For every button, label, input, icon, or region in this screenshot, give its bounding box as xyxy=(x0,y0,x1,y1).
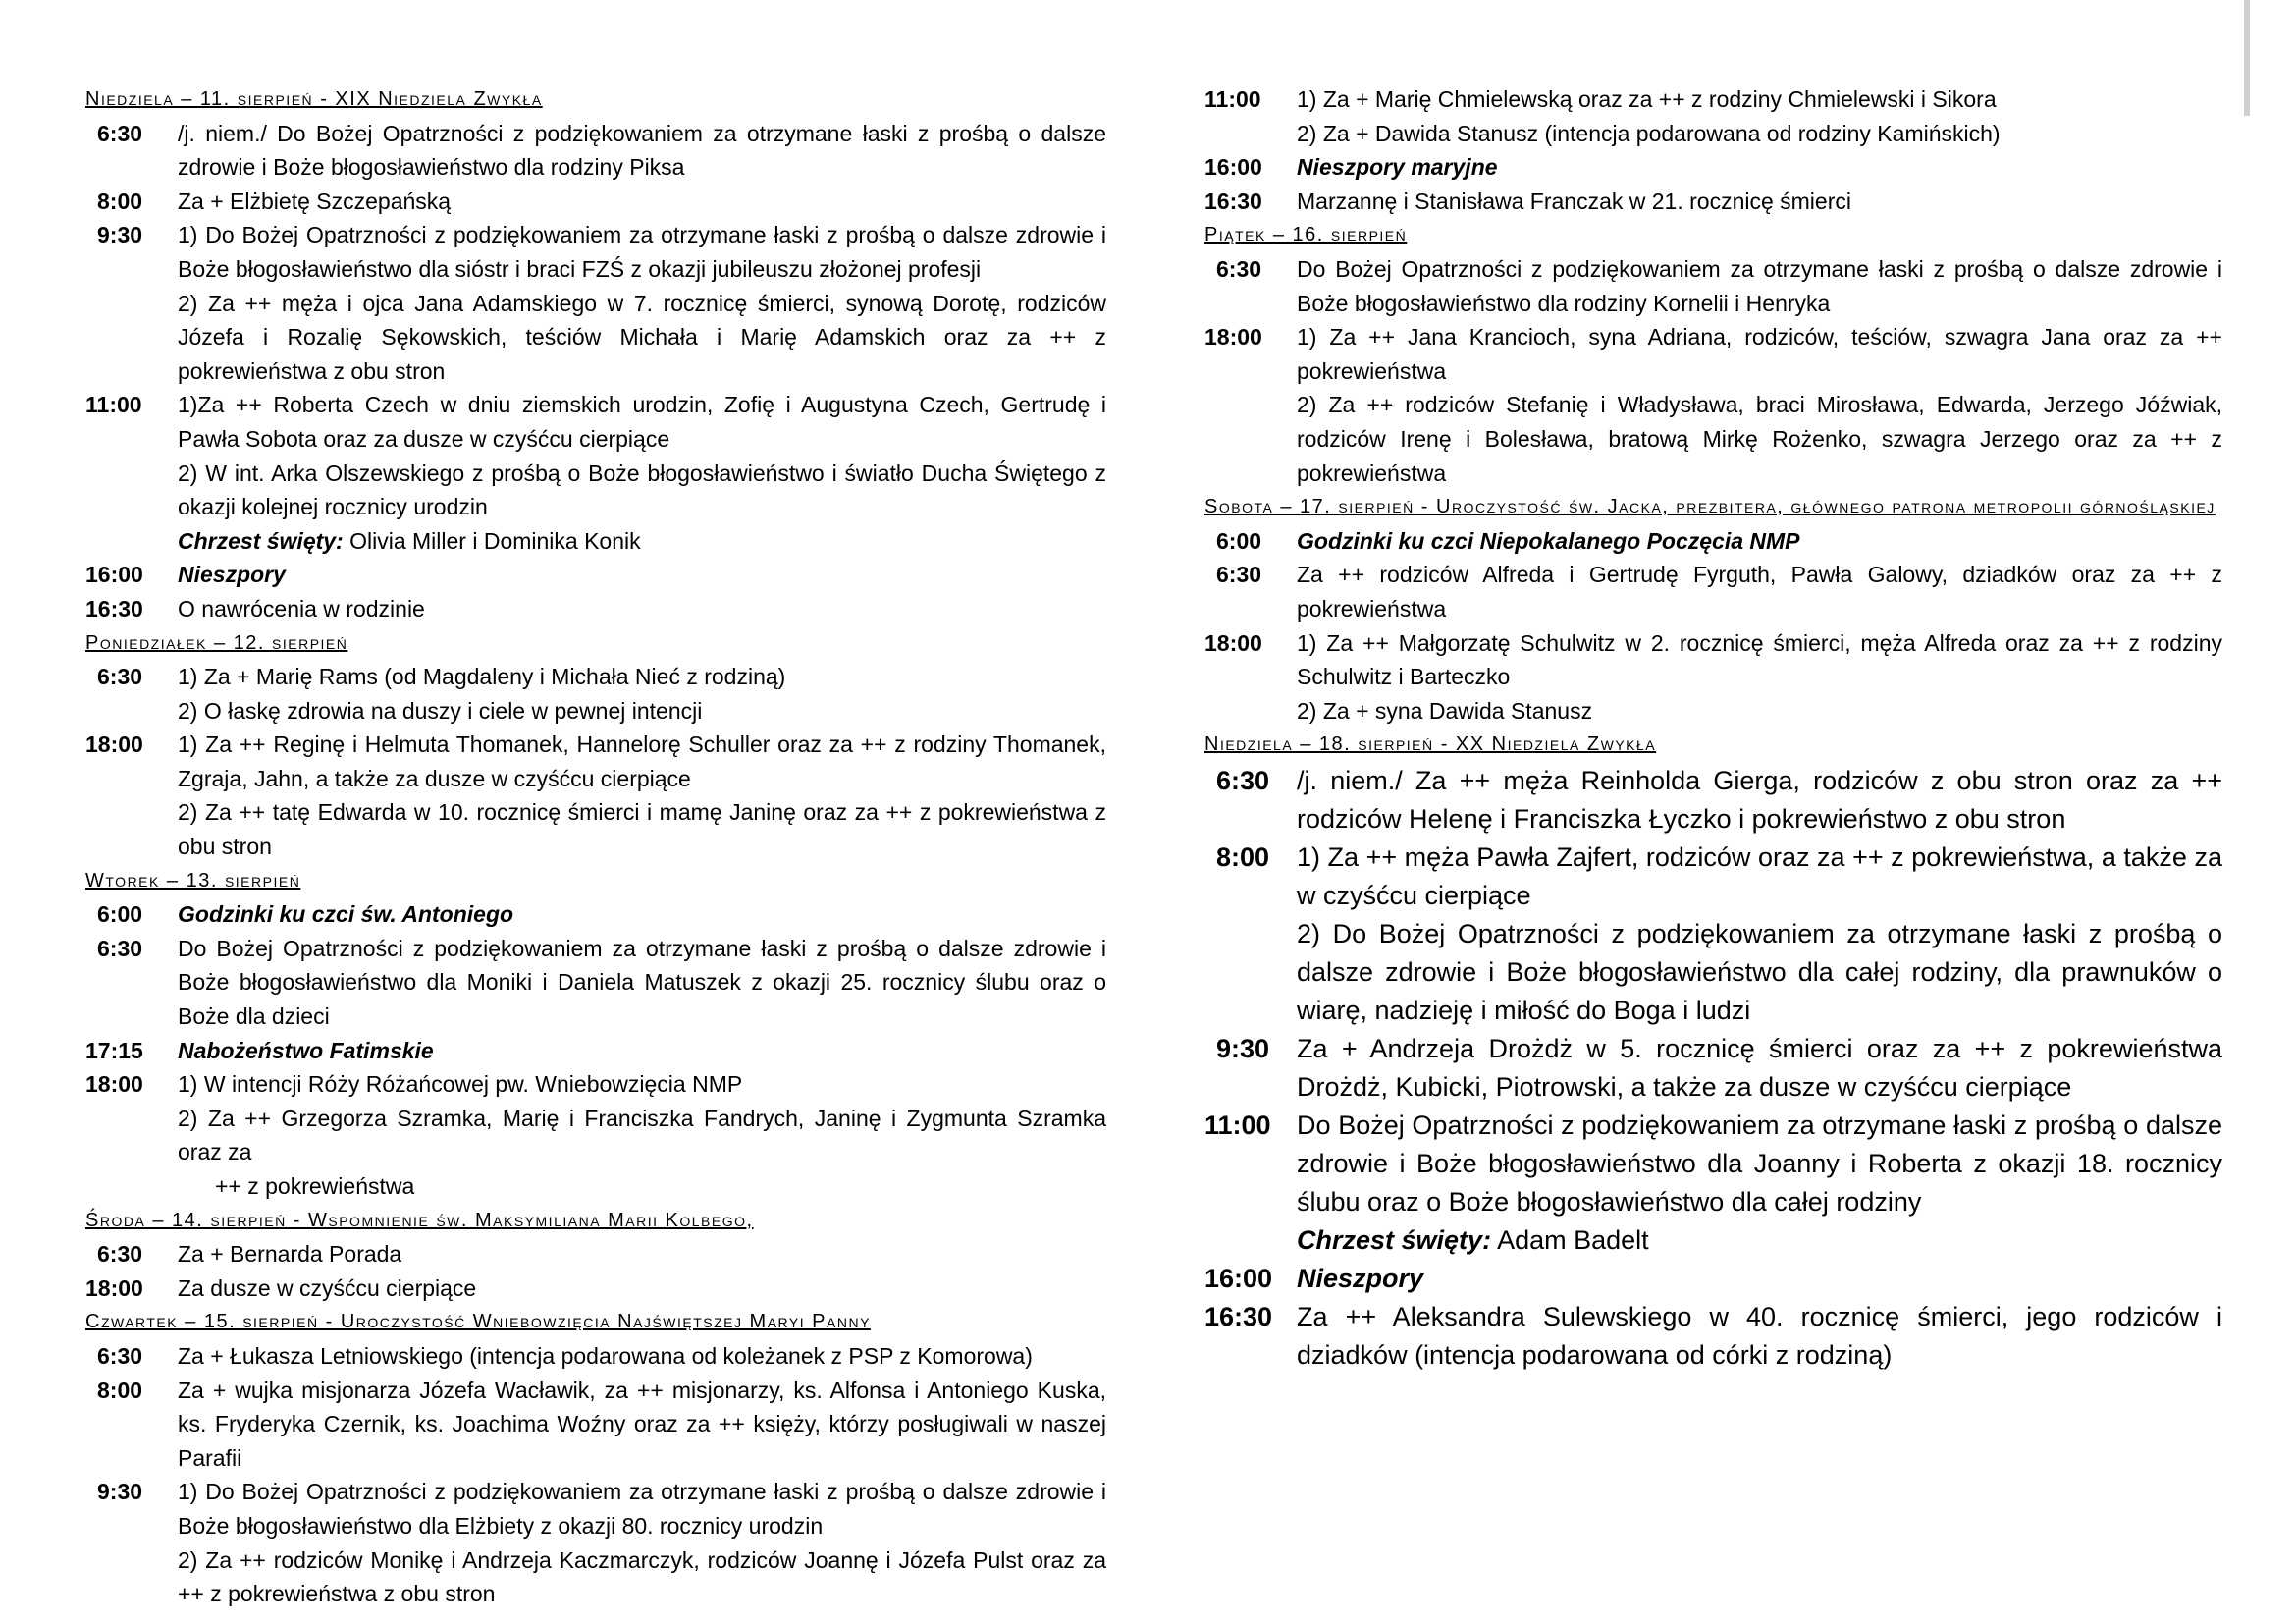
mass-time: 16:00 xyxy=(85,562,143,588)
schedule-entry xyxy=(85,1475,1106,1610)
intention-text: /j. niem./ Za ++ męża Reinholda Gierga, rodziców z obu stron oraz za ++ rodziców Helenę i Franciszka Łyczko i pokrewieństwo z obu stron xyxy=(1297,765,2222,834)
intention-text: Godzinki ku czci św. Antoniego xyxy=(178,901,514,928)
mass-time: 11:00 xyxy=(85,392,142,418)
mass-time: 6:30 xyxy=(97,120,143,146)
schedule-entry xyxy=(85,1034,1106,1068)
intention-text: Godzinki ku czci Niepokalanego Poczęcia NMP xyxy=(1297,527,1800,554)
day-header: Wtorek – 13. sierpień xyxy=(85,869,301,892)
intention-text: 2) W int. Arka Olszewskiego z prośbą o Boże błogosławieństwo i światło Ducha Świętego z okazji kolejnej rocznicy urodzin xyxy=(178,460,1106,520)
mass-time: 18:00 xyxy=(85,1071,143,1098)
mass-time: 9:30 xyxy=(97,1479,143,1505)
intention-text: Za + Elżbietę Szczepańską xyxy=(178,188,452,214)
intention-list xyxy=(1297,150,2222,185)
intention-list xyxy=(178,1374,1106,1476)
schedule-entry xyxy=(85,728,1106,863)
schedule-entry xyxy=(85,592,1106,626)
schedule-entry xyxy=(1204,252,2222,320)
mass-time: 6:30 xyxy=(97,1241,143,1268)
intention-text: Nieszpory xyxy=(178,562,286,588)
intention-text: 1) W intencji Róży Różańcowej pw. Wniebowzięcia NMP xyxy=(178,1071,743,1098)
intention-list xyxy=(178,1339,1106,1374)
intention-list xyxy=(1297,320,2222,490)
mass-time: 9:30 xyxy=(97,222,143,248)
day-header: Niedziela – 18. sierpień - XX Niedziela Zwykła xyxy=(1204,733,1657,756)
intention-text: 1) Za ++ Reginę i Helmuta Thomanek, Hannelorę Schuller oraz za ++ z rodziny Thomanek, Zgraja, Jahn, a także za dusze w czyśćcu cierpiące xyxy=(178,731,1106,791)
schedule-entry xyxy=(85,932,1106,1034)
schedule-entry xyxy=(85,1237,1106,1272)
day-section xyxy=(1204,490,2222,728)
baptism-note xyxy=(1297,1221,2222,1260)
intention-list xyxy=(1297,252,2222,320)
schedule-entry xyxy=(85,558,1106,592)
intention-list xyxy=(1297,558,2222,625)
mass-time: 18:00 xyxy=(85,1274,143,1301)
schedule-entry xyxy=(1204,1030,2222,1107)
day-section xyxy=(1204,82,2222,218)
intention-text: Nieszpory maryjne xyxy=(1297,154,1498,181)
mass-time: 6:30 xyxy=(97,664,143,690)
intention-text: /j. niem./ Do Bożej Opatrzności z podziękowaniem za otrzymane łaski z prośbą o dalsze zdrowie i Boże błogosławieństwo dla rodziny Piksa xyxy=(178,120,1106,181)
mass-time: 11:00 xyxy=(1204,86,1261,112)
intention-text: Za + Andrzeja Drożdż w 5. rocznicę śmierci oraz za ++ z pokrewieństwa Drożdż, Kubicki, Piotrowski, a także za dusze w czyśćcu cierpiące xyxy=(1297,1033,2222,1102)
intention-list xyxy=(178,185,1106,219)
intention-text: O nawrócenia w rodzinie xyxy=(178,595,425,622)
intention-list xyxy=(178,1272,1106,1306)
day-header: Sobota – 17. sierpień - Uroczystość św. Jacka, prezbitera, głównego patrona metropolii górnośląskiej xyxy=(1204,496,2216,518)
baptism-names: Olivia Miller i Dominika Konik xyxy=(343,527,641,554)
intention-list xyxy=(1297,839,2222,1030)
mass-time: 16:30 xyxy=(1204,1301,1273,1331)
mass-time: 16:30 xyxy=(85,595,143,622)
schedule-entry xyxy=(1204,839,2222,1030)
intention-list xyxy=(178,897,1106,932)
schedule-entry xyxy=(1204,320,2222,490)
intention-text: 2) Za + Dawida Stanusz (intencja podarowana od rodziny Kamińskich) xyxy=(1297,120,2001,146)
day-section xyxy=(1204,728,2222,1375)
schedule-entry xyxy=(85,897,1106,932)
schedule-entry xyxy=(85,1374,1106,1476)
mass-time: 6:30 xyxy=(1216,765,1270,795)
intention-text: 1) Za + Marię Chmielewską oraz za ++ z rodziny Chmielewski i Sikora xyxy=(1297,86,1997,112)
day-header: Środa – 14. sierpień - Wspomnienie św. Maksymiliana Marii Kolbego, xyxy=(85,1209,754,1231)
intention-text: 2) Za ++ rodziców Stefanię i Władysława, braci Mirosława, Edwarda, Jerzego Jóźwiak, rodziców Irenę i Bolesława, bratową Mirkę Rożenko, szwagra Jerzego oraz za ++ z pokrewieństwa xyxy=(1297,392,2222,486)
baptism-label: Chrzest święty: xyxy=(178,527,344,554)
intention-text: Za dusze w czyśćcu cierpiące xyxy=(178,1274,477,1301)
mass-time: 16:00 xyxy=(1204,1263,1273,1293)
schedule-entry xyxy=(1204,626,2222,729)
left-column xyxy=(85,82,1106,1611)
schedule-entry xyxy=(1204,558,2222,625)
day-section xyxy=(85,1204,1106,1306)
intention-text: Za + wujka misjonarza Józefa Wacławik, za ++ misjonarzy, ks. Alfonsa i Antoniego Kuska, ks. Fryderyka Czernik, ks. Joachima Woźny oraz za ++ księży, którzy posługiwali w naszej Parafii xyxy=(178,1377,1106,1471)
schedule-entry xyxy=(1204,1260,2222,1298)
intention-list xyxy=(178,388,1106,558)
intention-text: Za ++ rodziców Alfreda i Gertrudę Fyrguth, Pawła Galowy, dziadków oraz za ++ z pokrewieństwa xyxy=(1297,562,2222,622)
intention-text: 2) Za + syna Dawida Stanusz xyxy=(1297,697,1593,724)
mass-time: 8:00 xyxy=(97,1377,143,1403)
intention-list xyxy=(178,660,1106,728)
mass-time: 17:15 xyxy=(85,1037,143,1063)
intention-text: 1) Do Bożej Opatrzności z podziękowaniem za otrzymane łaski z prośbą o dalsze zdrowie i Boże błogosławieństwo dla Elżbiety z okazji 80. rocznicy urodzin xyxy=(178,1479,1106,1539)
intention-text: Marzannę i Stanisława Franczak w 21. rocznicę śmierci xyxy=(1297,188,1851,214)
intention-text: Nieszpory xyxy=(1297,1263,1424,1293)
mass-time: 6:30 xyxy=(97,935,143,961)
mass-time: 18:00 xyxy=(1204,629,1262,656)
schedule-entry xyxy=(85,185,1106,219)
intention-text: 2) Do Bożej Opatrzności z podziękowaniem za otrzymane łaski z prośbą o dalsze zdrowie i Boże błogosławieństwo dla całej rodziny, dla prawnuków o wiarę, nadzieję i miłość do Boga i ludzi xyxy=(1297,918,2222,1025)
day-header: Niedziela – 11. sierpień - XIX Niedziela Zwykła xyxy=(85,88,543,110)
mass-time: 6:30 xyxy=(1216,562,1262,588)
mass-time: 6:00 xyxy=(1216,527,1262,554)
mass-time: 18:00 xyxy=(85,731,143,758)
day-header: Czwartek – 15. sierpień - Uroczystość Wniebowzięcia Najświętszej Maryi Panny xyxy=(85,1311,871,1333)
mass-time: 6:00 xyxy=(97,901,143,928)
mass-time: 6:30 xyxy=(97,1342,143,1369)
intention-list xyxy=(178,592,1106,626)
intention-text: Do Bożej Opatrzności z podziękowaniem za otrzymane łaski z prośbą o dalsze zdrowie i Boże błogosławieństwo dla rodziny Kornelii i Henryka xyxy=(1297,255,2222,316)
intention-list xyxy=(1297,1030,2222,1107)
schedule-entry xyxy=(85,117,1106,185)
intention-list xyxy=(1297,762,2222,839)
intention-text: 2) Za ++ rodziców Monikę i Andrzeja Kaczmarczyk, rodziców Joannę i Józefa Pulst oraz za ++ z pokrewieństwa z obu stron xyxy=(178,1546,1106,1607)
mass-time: 9:30 xyxy=(1216,1033,1270,1063)
scrollbar[interactable] xyxy=(2244,0,2250,116)
schedule-entry xyxy=(1204,185,2222,219)
intention-list xyxy=(1297,1260,2222,1298)
schedule-entry xyxy=(1204,150,2222,185)
schedule-entry xyxy=(85,218,1106,388)
mass-time: 8:00 xyxy=(97,188,143,214)
day-header: Piątek – 16. sierpień xyxy=(1204,224,1408,246)
schedule-entry xyxy=(1204,762,2222,839)
baptism-names: Adam Badelt xyxy=(1491,1224,1649,1255)
mass-time: 16:00 xyxy=(1204,154,1262,181)
intention-text: 1) Za ++ męża Pawła Zajfert, rodziców oraz za ++ z pokrewieństwa, a także za w czyśćcu cierpiące xyxy=(1297,841,2222,910)
intention-text: 1) Za + Marię Rams (od Magdaleny i Michała Nieć z rodziną) xyxy=(178,664,786,690)
intention-list xyxy=(178,1034,1106,1068)
intention-text: Do Bożej Opatrzności z podziękowaniem za otrzymane łaski z prośbą o dalsze zdrowie i Boże błogosławieństwo dla Joanny i Roberta z okazji 18. rocznicy ślubu oraz o Boże błogosławieństwo dla całej rodziny xyxy=(1297,1110,2222,1217)
intention-list xyxy=(178,218,1106,388)
mass-time: 18:00 xyxy=(1204,324,1262,351)
intention-list xyxy=(178,728,1106,863)
intention-text: 2) Za ++ tatę Edwarda w 10. rocznicę śmierci i mamę Janinę oraz za ++ z pokrewieństwa z obu stron xyxy=(178,799,1106,860)
intention-list xyxy=(1297,185,2222,219)
intention-list xyxy=(1297,1298,2222,1375)
day-section xyxy=(85,82,1106,626)
day-header: Poniedziałek – 12. sierpień xyxy=(85,631,348,654)
intention-text: 2) O łaskę zdrowia na duszy i ciele w pewnej intencji xyxy=(178,697,703,724)
schedule-entry xyxy=(1204,82,2222,150)
sunday-block xyxy=(1204,728,2222,1375)
intention-list xyxy=(1297,626,2222,729)
intention-list xyxy=(178,1475,1106,1610)
schedule-entry xyxy=(1204,524,2222,559)
intention-list xyxy=(178,1237,1106,1272)
schedule-entry xyxy=(85,1272,1106,1306)
schedule-entry xyxy=(85,660,1106,728)
intention-text: ++ z pokrewieństwa xyxy=(215,1173,415,1199)
intention-text: Nabożeństwo Fatimskie xyxy=(178,1037,434,1063)
schedule-entry xyxy=(1204,1107,2222,1260)
intention-list xyxy=(178,558,1106,592)
baptism-note xyxy=(178,524,1106,559)
mass-time: 8:00 xyxy=(1216,841,1270,872)
intention-text: Do Bożej Opatrzności z podziękowaniem za otrzymane łaski z prośbą o dalsze zdrowie i Boże błogosławieństwo dla Moniki i Daniela Matuszek z okazji 25. rocznicy ślubu oraz o Boże dla dzieci xyxy=(178,935,1106,1030)
intention-text: 1) Do Bożej Opatrzności z podziękowaniem za otrzymane łaski z prośbą o dalsze zdrowie i Boże błogosławieństwo dla sióstr i braci FZŚ z okazji jubileuszu złożonej profesji xyxy=(178,222,1106,282)
intention-text: Za + Łukasza Letniowskiego (intencja podarowana od koleżanek z PSP z Komorowa) xyxy=(178,1342,1033,1369)
intention-text: 2) Za ++ męża i ojca Jana Adamskiego w 7. rocznicę śmierci, synową Dorotę, rodziców Józefa i Rozalię Sękowskich, teściów Michała i Marię Adamskich oraz za ++ z pokrewieństwa z obu stron xyxy=(178,290,1106,384)
mass-time: 16:30 xyxy=(1204,188,1262,214)
intention-text: 2) Za ++ Grzegorza Szramka, Marię i Franciszka Fandrych, Janinę i Zygmunta Szramka oraz za xyxy=(178,1105,1106,1165)
schedule-entry xyxy=(85,388,1106,558)
intention-text: Za ++ Aleksandra Sulewskiego w 40. rocznicę śmierci, jego rodziców i dziadków (intencja podarowana od córki z rodziną) xyxy=(1297,1301,2222,1370)
intention-text: 1) Za ++ Małgorzatę Schulwitz w 2. rocznicę śmierci, męża Alfreda oraz za ++ z rodziny Schulwitz i Barteczko xyxy=(1297,629,2222,690)
intention-text: Za + Bernarda Porada xyxy=(178,1241,402,1268)
mass-time: 6:30 xyxy=(1216,255,1262,282)
baptism-label: Chrzest święty: xyxy=(1297,1224,1492,1255)
intention-list xyxy=(178,932,1106,1034)
schedule-entry xyxy=(85,1067,1106,1203)
day-section xyxy=(85,1305,1106,1610)
intention-list xyxy=(1297,1107,2222,1260)
day-section xyxy=(85,626,1106,864)
intention-list xyxy=(1297,82,2222,150)
intention-text: 1) Za ++ Jana Krancioch, syna Adriana, rodziców, teściów, szwagra Jana oraz za ++ pokrewieństwa xyxy=(1297,324,2222,384)
schedule-entry xyxy=(1204,1298,2222,1375)
schedule-entry xyxy=(85,1339,1106,1374)
intention-text: 1)Za ++ Roberta Czech w dniu ziemskich urodzin, Zofię i Augustyna Czech, Gertrudę i Pawła Sobota oraz za dusze w czyśćcu cierpiące xyxy=(178,392,1106,452)
day-section xyxy=(1204,218,2222,490)
right-column xyxy=(1204,82,2222,1375)
intention-list xyxy=(1297,524,2222,559)
intention-list xyxy=(178,1067,1106,1203)
mass-time: 11:00 xyxy=(1204,1110,1271,1140)
intention-list xyxy=(178,117,1106,185)
day-section xyxy=(85,864,1106,1204)
